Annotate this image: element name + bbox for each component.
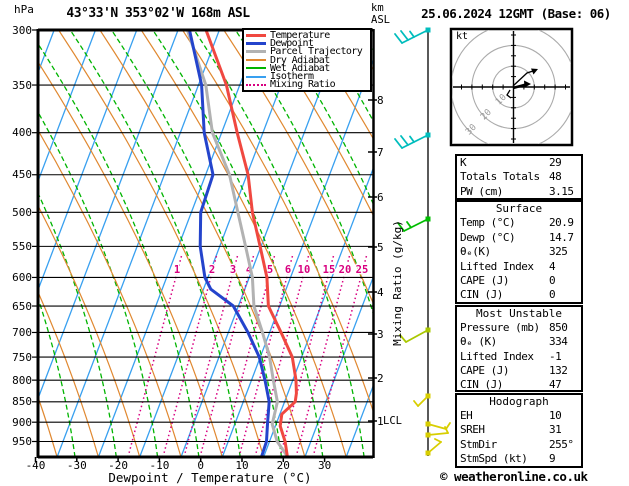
temperature-tick-label: -40 <box>25 459 46 472</box>
table-row <box>457 364 581 378</box>
km-tick-label: 5 <box>377 240 384 254</box>
table-row-label: Pressure (mb) <box>460 320 540 334</box>
table-row-label: θₑ (K) <box>460 335 497 349</box>
mixing-ratio-axis-title: Mixing Ratio (g/kg) <box>391 220 404 346</box>
table-row-label: PW (cm) <box>460 184 503 198</box>
mixing-ratio-label: 20 <box>338 264 352 276</box>
temperature-tick-label: 0 <box>197 459 204 472</box>
mixing-ratio-label: 10 <box>297 264 311 276</box>
table-row-label: CIN (J) <box>460 378 503 392</box>
pressure-label: 950 <box>12 434 32 448</box>
legend-swatch-wet-adiabat <box>246 67 266 69</box>
legend-swatch-dewpoint <box>246 42 266 45</box>
table-row <box>457 216 581 230</box>
x-axis-title: Dewpoint / Temperature (°C) <box>108 470 312 485</box>
table-row-value: 255° <box>549 437 574 451</box>
legend-label: Dry Adiabat <box>270 54 330 66</box>
temperature-tick-label: -10 <box>149 459 170 472</box>
copyright: © weatheronline.co.uk <box>440 469 588 484</box>
wind-barb <box>395 28 431 44</box>
table-row-value: 48 <box>549 170 562 184</box>
table-row-value: 0 <box>549 273 556 287</box>
mixing-ratio-label: 5 <box>266 264 274 276</box>
legend-label: Isotherm <box>270 71 314 83</box>
table-row-value: 47 <box>549 378 562 392</box>
hodograph-ring-label: 30 <box>464 122 479 138</box>
index-table <box>455 393 583 468</box>
legend-item <box>246 81 368 89</box>
table-row <box>457 452 581 466</box>
table-row-label: K <box>460 156 467 169</box>
legend-label: Temperature <box>270 29 330 41</box>
hodograph-unit-label: kt <box>456 31 469 42</box>
table-row <box>457 156 581 170</box>
table-row <box>457 409 581 423</box>
table-row <box>457 260 581 274</box>
table-row <box>457 170 581 184</box>
table-row <box>457 274 581 288</box>
lcl-label: LCL <box>383 415 402 427</box>
pressure-label: 300 <box>12 23 32 37</box>
hodograph <box>430 4 596 170</box>
table-row-label: CIN (J) <box>460 288 503 302</box>
pressure-label: 750 <box>12 350 32 364</box>
legend-swatch-parcel-trajectory <box>246 50 266 53</box>
table-row-value: 325 <box>549 245 568 259</box>
station-title: 43°33'N 353°02'W 168m ASL <box>66 6 250 21</box>
table-row-value: -1 <box>549 349 562 363</box>
table-row-value: 31 <box>549 423 562 437</box>
pressure-label: 650 <box>12 299 32 313</box>
table-row-value: 4 <box>549 259 556 273</box>
km-tick-label: 7 <box>377 145 384 159</box>
table-row-label: CAPE (J) <box>460 364 509 378</box>
table-row-value: 29 <box>549 156 562 169</box>
legend-label: Wet Adiabat <box>270 62 330 74</box>
mixing-ratio-label: 15 <box>322 264 336 276</box>
mixing-ratio-label: 25 <box>355 264 369 276</box>
pressure-label: 450 <box>12 168 32 182</box>
table-row <box>457 423 581 437</box>
km-tick-label: 6 <box>377 190 384 204</box>
table-row-value: 850 <box>549 320 568 334</box>
hodograph-ring-label: 20 <box>479 107 494 123</box>
table-row <box>457 245 581 259</box>
index-table <box>455 154 583 200</box>
km-tick-label: 3 <box>377 327 384 341</box>
table-row-label: Lifted Index <box>460 259 534 273</box>
table-row-label: CAPE (J) <box>460 273 509 287</box>
table-row-label: Dewp (°C) <box>460 230 516 244</box>
altitude-axis-unit <box>371 2 390 26</box>
altitude-axis-unit-asl: ASL <box>371 14 390 26</box>
pressure-label: 350 <box>12 78 32 92</box>
table-row <box>457 231 581 245</box>
legend-label: Dewpoint <box>270 37 314 49</box>
pressure-label: 600 <box>12 270 32 284</box>
km-tick-label: 1 <box>377 414 384 428</box>
altitude-axis-unit-km: km <box>371 2 384 14</box>
table-row <box>457 321 581 335</box>
table-row-label: Totals Totals <box>460 170 540 184</box>
table-row-value: 14.7 <box>549 230 574 244</box>
table-row-value: 334 <box>549 335 568 349</box>
legend-label: Mixing Ratio <box>270 79 336 91</box>
table-title: Most Unstable <box>475 306 563 320</box>
mixing-ratio-label: 3 <box>229 264 237 276</box>
temperature-tick-label: 30 <box>317 459 332 472</box>
table-row-value: 3.15 <box>549 184 574 198</box>
pressure-label: 900 <box>12 415 32 429</box>
table-row-label: θₑ(K) <box>460 245 491 259</box>
table-row <box>457 335 581 349</box>
wind-barb <box>395 133 431 149</box>
index-table <box>455 305 583 393</box>
table-row <box>457 350 581 364</box>
pressure-label: 800 <box>12 373 32 387</box>
legend-swatch-dry-adiabat <box>246 59 266 61</box>
table-row-label: StmDir <box>460 437 497 451</box>
mixing-ratio-label: 6 <box>284 264 292 276</box>
sounding-profiles <box>187 30 296 456</box>
legend-label: Parcel Trajectory <box>270 46 363 58</box>
table-row-label: EH <box>460 408 473 422</box>
table-row <box>457 438 581 452</box>
temperature-tick-label: -20 <box>108 459 129 472</box>
km-tick-label: 4 <box>377 285 384 299</box>
pressure-axis-unit: hPa <box>14 3 34 16</box>
table-row-label: Lifted Index <box>460 349 534 363</box>
pressure-label: 550 <box>12 239 32 253</box>
legend-swatch-mixing-ratio <box>246 84 266 86</box>
temperature-tick-label: -30 <box>66 459 87 472</box>
temperature-curve <box>206 30 296 456</box>
km-tick-label: 8 <box>377 93 384 107</box>
table-title: Hodograph <box>489 394 549 408</box>
pressure-label: 850 <box>12 395 32 409</box>
table-row <box>457 378 581 392</box>
table-row-label: SREH <box>460 423 485 437</box>
temperature-tick-label: 20 <box>276 459 290 472</box>
legend <box>242 28 372 92</box>
table-row <box>457 288 581 302</box>
table-title: Surface <box>495 202 543 215</box>
pressure-label: 700 <box>12 325 32 339</box>
table-row-value: 9 <box>549 452 556 466</box>
legend-swatch-temperature <box>246 34 266 37</box>
hodograph-ring-label: 10 <box>494 92 509 108</box>
table-row-value: 132 <box>549 364 568 378</box>
index-table <box>455 200 583 304</box>
run-datetime-title: 25.06.2024 12GMT (Base: 06) <box>421 6 611 21</box>
table-row-label: Temp (°C) <box>460 216 516 230</box>
mixing-ratio-label: 4 <box>245 264 253 276</box>
legend-swatch-isotherm <box>246 76 266 78</box>
km-tick-label: 2 <box>377 371 384 385</box>
table-row <box>457 185 581 199</box>
pressure-label: 400 <box>12 126 32 140</box>
mixing-ratio-label: 2 <box>208 264 216 276</box>
pressure-label: 500 <box>12 205 32 219</box>
table-row-value: 0 <box>549 288 556 302</box>
temperature-tick-label: 10 <box>235 459 249 472</box>
mixing-ratio-label: 1 <box>173 264 181 276</box>
table-row-value: 20.9 <box>549 216 574 230</box>
table-row-value: 10 <box>549 408 562 422</box>
table-row-label: StmSpd (kt) <box>460 452 528 466</box>
